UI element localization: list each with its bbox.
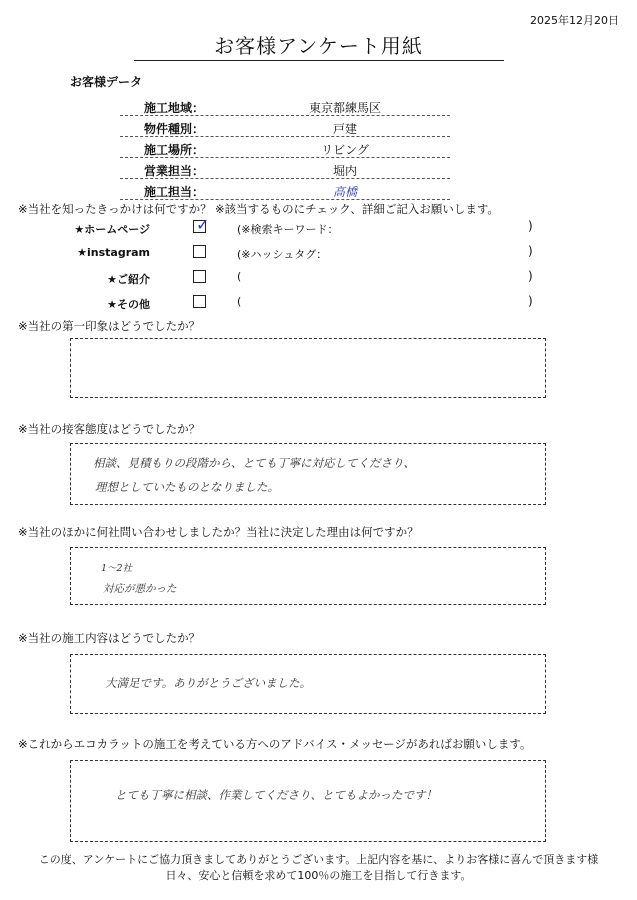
source-label-referral: ★ご紹介 bbox=[107, 273, 150, 286]
survey-date: 2025年12月20日 bbox=[530, 14, 619, 27]
row-label: 施工担当： bbox=[144, 185, 205, 199]
row-value: 東京都練馬区 bbox=[308, 101, 381, 115]
question-advice: ※これからエコカラットの施工を考えている方へのアドバイス・メッセージがあればお願いします。 bbox=[18, 737, 532, 751]
row-value: 戸建 bbox=[332, 122, 357, 136]
answer-box-service-attitude[interactable] bbox=[70, 443, 546, 505]
detail-instagram: (※ハッシュタグ： bbox=[237, 248, 328, 261]
checkbox-homepage[interactable] bbox=[193, 215, 210, 234]
detail-homepage: (※検索キーワード： bbox=[237, 223, 339, 236]
question-other-companies: ※当社のほかに何社問い合わせしましたか？当社に決定した理由は何ですか？ bbox=[18, 525, 419, 539]
row-value: 堀内 bbox=[332, 164, 357, 178]
detail-close: ) bbox=[528, 244, 533, 258]
customer-row-type bbox=[120, 116, 450, 137]
answer-box-advice[interactable] bbox=[70, 760, 546, 842]
answer-text: 大満足です。ありがとうございました。 bbox=[105, 676, 312, 690]
checkbox-other[interactable] bbox=[193, 295, 206, 308]
question-source-note: ※該当するものにチェック、詳細ご記入お願いします。 bbox=[215, 202, 499, 216]
answer-box-first-impression[interactable] bbox=[70, 338, 546, 398]
source-label-other: ★その他 bbox=[107, 298, 150, 311]
source-label-homepage: ★ホームページ bbox=[74, 223, 150, 236]
checkbox-referral[interactable] bbox=[193, 270, 206, 283]
answer-text: 相談、見積もりの段階から、とても丁寧に対応してくださり、 bbox=[93, 456, 415, 470]
row-value: リビング bbox=[321, 143, 369, 157]
row-label: 営業担当： bbox=[144, 164, 205, 178]
detail-other: ( bbox=[237, 295, 242, 308]
answer-text: 理想としていたものとなりました。 bbox=[95, 480, 279, 494]
footer-message: この度、アンケートにご協力頂きましてありがとうございます。上記内容を基に、よりお客様に喜んで頂きます様 bbox=[38, 853, 599, 866]
customer-row-place bbox=[120, 137, 450, 158]
title-underline bbox=[134, 60, 504, 61]
answer-text: 対応が悪かった bbox=[103, 583, 177, 595]
question-work-quality: ※当社の施工内容はどうでしたか？ bbox=[18, 631, 201, 645]
check-mark: ✓ bbox=[196, 215, 210, 234]
source-label-instagram: ★instagram bbox=[77, 246, 150, 259]
customer-row-sales bbox=[120, 158, 450, 179]
checkbox-instagram[interactable] bbox=[193, 245, 206, 258]
answer-box-work-quality[interactable] bbox=[70, 654, 546, 714]
answer-box-other-companies[interactable] bbox=[70, 547, 546, 605]
customer-data-heading: お客様データ bbox=[70, 75, 143, 89]
installer-signature: 高橋 bbox=[332, 185, 357, 199]
answer-text: とても丁寧に相談、作業してくださり、とてもよかったです！ bbox=[115, 788, 437, 802]
page-title: お客様アンケート用紙 bbox=[214, 34, 423, 58]
customer-row-area bbox=[120, 95, 450, 116]
detail-close: ) bbox=[528, 219, 533, 233]
detail-close: ) bbox=[528, 269, 533, 283]
question-service-attitude: ※当社の接客態度はどうでしたか？ bbox=[18, 422, 201, 436]
detail-close: ) bbox=[528, 294, 533, 308]
answer-text: 1～2社 bbox=[101, 563, 133, 574]
row-label: 物件種別： bbox=[144, 122, 205, 136]
row-label: 施工場所： bbox=[144, 143, 205, 157]
customer-row-installer bbox=[120, 179, 450, 200]
question-source: ※当社を知ったきっかけは何ですか？ bbox=[18, 202, 212, 216]
row-label: 施工地域： bbox=[144, 101, 205, 115]
question-first-impression: ※当社の第一印象はどうでしたか？ bbox=[18, 319, 201, 333]
footer-message: 日々、安心と信頼を求めて100％の施工を目指して行きます。 bbox=[165, 869, 472, 882]
detail-referral: ( bbox=[237, 270, 242, 283]
